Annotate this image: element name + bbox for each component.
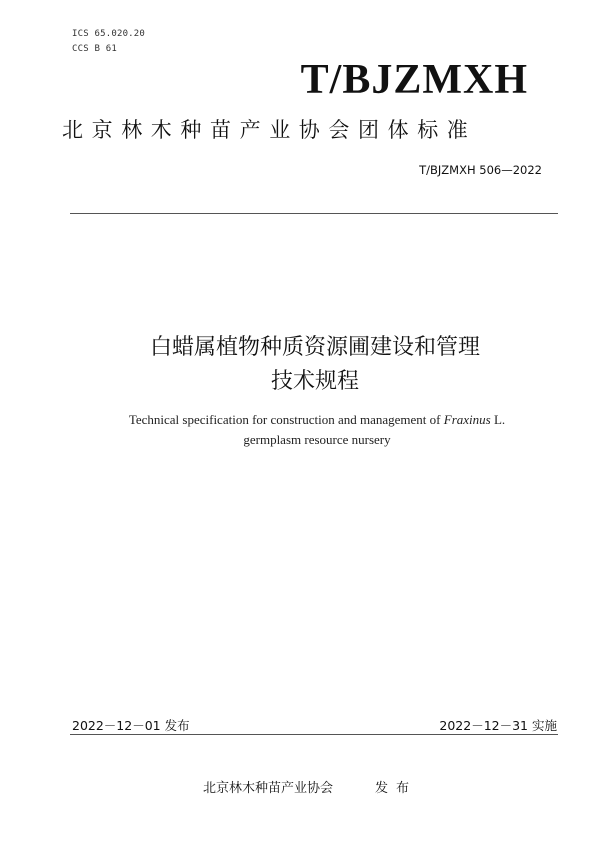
title-chinese-line-2: 技术规程 [270, 369, 359, 394]
ccs-code: CCS B 61 [72, 44, 117, 54]
bottom-divider [70, 734, 558, 735]
publisher-name: 北京林木种苗产业协会 [203, 781, 334, 796]
issue-date: 2022－12－01 发布 [72, 718, 190, 733]
organization-name: 北京林木种苗产业协会团体标准 [62, 118, 477, 142]
organization-code: T/BJZMXH [300, 57, 528, 103]
title-english-prefix: Technical specification for construction and management of [128, 412, 444, 427]
title-english-line-1 [0, 412, 600, 428]
top-divider [70, 213, 558, 214]
title-english-suffix: L. [490, 412, 506, 427]
implementation-date: 2022－12－31 实施 [439, 718, 557, 733]
title-chinese-line-1: 白蜡属植物种质资源圃建设和管理 [149, 335, 480, 360]
title-english-genus: Fraxinus [443, 412, 491, 427]
standard-number: T/BJZMXH 506—2022 [419, 163, 542, 177]
publish-label: 发布 [375, 781, 418, 796]
title-english-line-2: germplasm resource nursery [243, 432, 391, 447]
ics-code: ICS 65.020.20 [72, 29, 146, 39]
